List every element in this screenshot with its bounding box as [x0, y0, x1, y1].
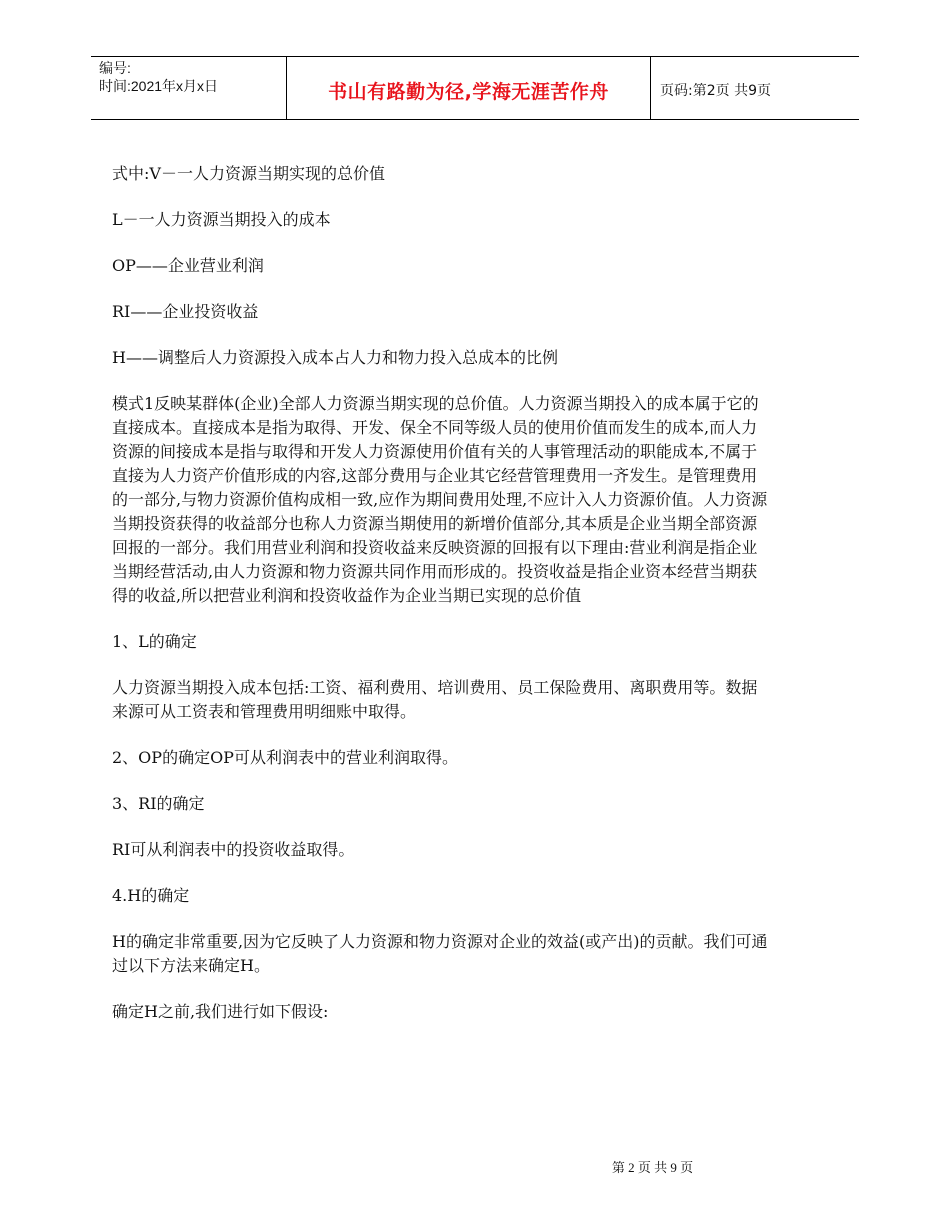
header-page-info: 页码:第2页 共9页: [660, 83, 771, 99]
document-body: [112, 162, 772, 1046]
paragraph-l: 人力资源当期投入成本包括:工资、福利费用、培训费用、员工保险费用、离职费用等。数据来源可从工资表和管理费用明细账中取得。: [112, 678, 758, 721]
definition-l: L－一人力资源当期投入的成本: [112, 210, 331, 229]
paragraph-model: 模式1反映某群体(企业)全部人力资源当期实现的总价值。人力资源当期投入的成本属于它的直接成本。直接成本是指为取得、开发、保全不同等级人员的使用价值而发生的成本,而人力资源的间接成本是指与取得和开发人力资源使用价值有关的人事管理活动的职能成本,不属于直接为人力资产价值形成的内容,这部分费用与企业其它经营管理费用一齐发生。是管理费用的一部分,与物力资源价值构成相一致,应作为期间费用处理,不应计入人力资源价值。人力资源当期投资获得的收益部分也称人力资源当期使用的新增价值部分,其本质是企业当期全部资源回报的一部分。我们用营业利润和投资收益来反映资源的回报有以下理由:营业利润是指企业当期经营活动,由人力资源和物力资源共同作用而形成的。投资收益是指企业资本经营当期获得的收益,所以把营业利润和投资收益作为企业当期已实现的总价值: [112, 394, 768, 605]
header-time-label: 时间:2021年x月x日: [99, 78, 219, 94]
paragraph-assumption: 确定H之前,我们进行如下假设:: [112, 1002, 329, 1021]
definition-op: OP——企业营业利润: [112, 256, 264, 275]
definition-ri: RI——企业投资收益: [112, 302, 259, 321]
paragraph-h: H的确定非常重要,因为它反映了人力资源和物力资源对企业的效益(或产出)的贡献。我们可通过以下方法来确定H。: [112, 932, 768, 975]
page-header: [91, 56, 859, 120]
paragraph-ri: RI可从利润表中的投资收益取得。: [112, 840, 355, 859]
definition-h: H——调整后人力资源投入成本占人力和物力投入总成本的比例: [112, 348, 558, 367]
header-id-label: 编号:: [99, 60, 131, 76]
heading-h: 4.H的确定: [112, 886, 190, 905]
page-footer: 第 2 页 共 9 页: [611, 1160, 694, 1175]
heading-ri: 3、RI的确定: [112, 794, 205, 813]
definition-v: 式中:V－一人力资源当期实现的总价值: [112, 164, 385, 183]
heading-l: 1、L的确定: [112, 632, 197, 651]
header-motto: 书山有路勤为径,学海无涯苦作舟: [287, 57, 651, 119]
heading-op: 2、OP的确定OP可从利润表中的营业利润取得。: [112, 748, 458, 767]
header-meta: [91, 57, 287, 119]
